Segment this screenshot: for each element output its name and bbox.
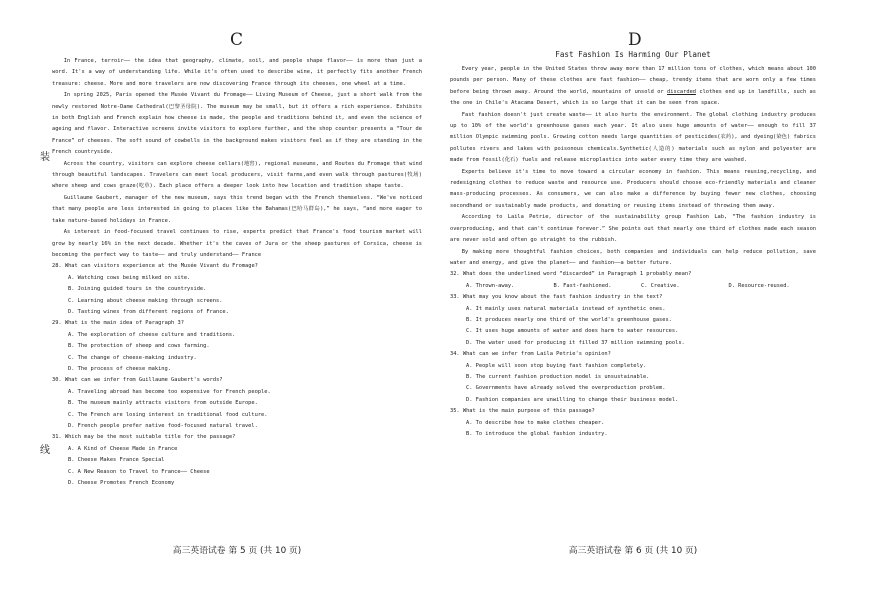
passage-d-paragraph-3: Experts believe it's time to move toward a circular economy in fashion. This means reusing,recycling, and redesigning clothes to reduce waste and resource use. Producers should choose eco-friendly materials and cleaner mass-producing processes. As consumers, we can also make a difference by buying fewer new clothes, choosing secondhand or sustainably made products, and donating or reusing items instead of throwing them away. xyxy=(450,168,816,209)
passage-letter-c: C xyxy=(230,30,244,50)
question-32-stem: 32. What does the underlined word “discarded” in Paragraph 1 probably mean? xyxy=(450,271,692,278)
question-29-option-a: A. The exploration of cheese culture and traditions. xyxy=(68,331,236,338)
question-30-option-a: A. Traveling abroad has become too expensive for French people. xyxy=(68,388,271,395)
question-32-option-d: D. Resource-reused. xyxy=(728,282,790,289)
question-30-option-b: B. The museum mainly attracts visitors from outside Europe. xyxy=(68,400,258,407)
passage-c-body xyxy=(52,56,422,489)
question-34-option-c: C. Governments have already solved the overproduction problem. xyxy=(466,385,666,392)
question-29-option-d: D. The process of cheese making. xyxy=(68,365,171,372)
page-footer-5: 高三英语试卷 第 5 页 (共 10 页) xyxy=(172,546,302,556)
question-31-option-d: D. Cheese Promotes French Economy xyxy=(68,480,175,487)
question-34-option-b: B. The current fashion production model is unsustainable. xyxy=(466,373,650,380)
passage-d-body xyxy=(450,64,816,440)
passage-c-paragraph-4: Guillaume Gaubert, manager of the new museum, says this trend began with the French themselves. “We've noticed that many people are less interested in going to places like the Bahamas(巴哈马群岛),” he says, “and more eager to take nature-based holidays in France. xyxy=(52,194,422,224)
question-28-option-d: D. Tasting wines from different regions of France. xyxy=(68,308,229,315)
paragraph-1-text-start: Every year, people in the United States throw away more than 17 million tons of clothes, which means about 100 pounds per person. Many of these clothes are fast fashion—— cheap, trendy items that are worn only a few times before being thrown away. Around the world, mountains of unsold or xyxy=(450,66,816,95)
question-29-option-b: B. The protection of sheep and cows farming. xyxy=(68,343,210,350)
question-28-option-c: C. Learning about cheese making through screens. xyxy=(68,297,223,304)
question-29-option-c: C. The change of cheese-making industry. xyxy=(68,354,197,361)
question-29-stem: 29. What is the main idea of Paragraph 3? xyxy=(52,320,184,327)
question-32-option-a: A. Thrown-away. xyxy=(466,282,515,289)
question-32-options xyxy=(450,281,816,292)
page-footer-6: 高三英语试卷 第 6 页 (共 10 页) xyxy=(568,546,698,556)
passage-d-paragraph-2: Fast fashion doesn't just create waste—— it also hurts the environment. The global clothing industry produces up to 10% of the world's greenhouse gases each year. It also uses huge amounts of water—— enough to fill 37 million Olympic swimming pools. Growing cotton needs large quantities of pesticides(农药), and dyeing(染色) fabrics pollutes rivers and lakes with poisonous chemicals.Synthetic(人造的) materials such as nylon and polyester are made from fossil(化石) fuels and release microplastics into water every time they are washed. xyxy=(450,111,816,164)
paragraph-1-text-end: clothes end up in landfills, such as the one in Chile's Atacama Desert, which is so large that it can be seen from space. xyxy=(450,88,816,107)
question-33-option-d: D. The water used for producing it filled 37 million swimming pools. xyxy=(466,339,685,346)
question-33-option-a: A. It mainly uses natural materials instead of synthetic ones. xyxy=(466,305,666,312)
passage-d-paragraph-4: According to Laila Petrie, director of the sustainability group Fashion Lab, “The fashion industry is overproducing, and that can't continue forever.” She points out that nearly one third of clothes made each season are never sold and often go straight to the rubbish. xyxy=(450,214,816,244)
binding-mark-zhuang: 装 xyxy=(40,152,50,163)
question-35-option-b: B. To introduce the global fashion industry. xyxy=(466,431,608,437)
question-31-option-c: C. A New Reason to Travel to France—— Cheese xyxy=(68,468,210,475)
underlined-word-discarded: discarded xyxy=(667,88,697,95)
passage-c-paragraph-3: Across the country, visitors can explore cheese cellars(地窖), regional museums, and Routes du Fromage that wind through beautiful landscapes. Travelers can meet local producers, visit farms,and even walk through pastures(牧场) where sheep and cows graze(吃草). Each place offers a deeper look into how location and tradition shape taste. xyxy=(52,160,422,190)
question-33-stem: 33. What may you know about the fast fashion industry in the text? xyxy=(450,294,663,301)
question-34-option-a: A. People will soon stop buying fast fashion completely. xyxy=(466,362,647,369)
passage-d-paragraph-1 xyxy=(450,64,816,110)
binding-mark-xian: 线 xyxy=(40,445,50,456)
question-28-option-b: B. Joining guided tours in the countryside. xyxy=(68,286,207,293)
question-28-option-a: A. Watching cows being milked on site. xyxy=(68,274,191,281)
question-31-option-b: B. Cheese Makes France Special xyxy=(68,457,165,464)
question-32-option-b: B. Fast-fashioned. xyxy=(553,282,612,289)
question-35-option-a: A. To describe how to make clothes cheaper. xyxy=(466,419,605,426)
passage-d-paragraph-5: By making more thoughtful fashion choices, both companies and individuals can help reduce pollution, save water and energy, and give the planet—— and fashion——a better future. xyxy=(450,248,816,266)
question-30-option-c: C. The French are losing interest in traditional food culture. xyxy=(68,411,268,418)
question-34-stem: 34. What can we infer from Laila Petrie's opinion? xyxy=(450,351,611,358)
question-30-option-d: D. French people prefer native food-focused natural travel. xyxy=(68,423,258,429)
question-33-option-c: C. It uses huge amounts of water and does harm to water resources. xyxy=(466,328,679,335)
question-33-option-b: B. It produces nearly one third of the world's greenhouse gases. xyxy=(466,316,672,323)
question-31-option-a: A. A Kind of Cheese Made in France xyxy=(68,445,178,452)
question-28-stem: 28. What can visitors experience at the Musée Vivant du Fromage? xyxy=(52,263,258,270)
question-34-option-d: D. Fashion companies are unwilling to change their business model. xyxy=(466,396,679,403)
passage-c-paragraph-1: In France, terroir—— the idea that geography, climate, soil, and people shape flavor—— is more than just a word. It's a way of understanding life. While it's often used to describe wine, it perfectly fits another French treasure: cheese. More and more travelers are now discovering France through its cheeses, one wheel at a time. xyxy=(52,58,422,87)
question-32-option-c: C. Creative. xyxy=(641,282,680,289)
question-30-stem: 30. What can we infer from Guillaume Gaubert's words? xyxy=(52,377,223,384)
passage-letter-d: D xyxy=(628,30,642,50)
question-35-stem: 35. What is the main purpose of this passage? xyxy=(450,408,595,415)
passage-c-paragraph-2: In spring 2025, Paris opened the Musée Vivant du Fromage—— Living Museum of Cheese, just a short walk from the newly restored Notre-Dame Cathedral(巴黎圣母院). The museum may be small, but it offers a rich experience. Exhibits in both English and French explain how cheese is made, the people and traditions behind it, and even the science of ageing and flavor. Interactive screens invite visitors to explore further, and the shop counter presents a “Tour de France” of cheeses. The soft sound of cowbells in the background makes visitors feel as if they are standing in the French countryside. xyxy=(52,92,422,156)
question-31-stem: 31. Which may be the most suitable title for the passage? xyxy=(52,434,236,441)
passage-d-title: Fast Fashion Is Harming Our Planet xyxy=(555,50,711,59)
passage-c-paragraph-5: As interest in food-focused travel continues to rise, experts predict that France's food tourism market will grow by nearly 16% in the next decade. Whether it's the caves of Jura or the sheep pastures of Corsica, cheese is becoming the perfect way to taste—— and truly understand—— France xyxy=(52,229,422,258)
